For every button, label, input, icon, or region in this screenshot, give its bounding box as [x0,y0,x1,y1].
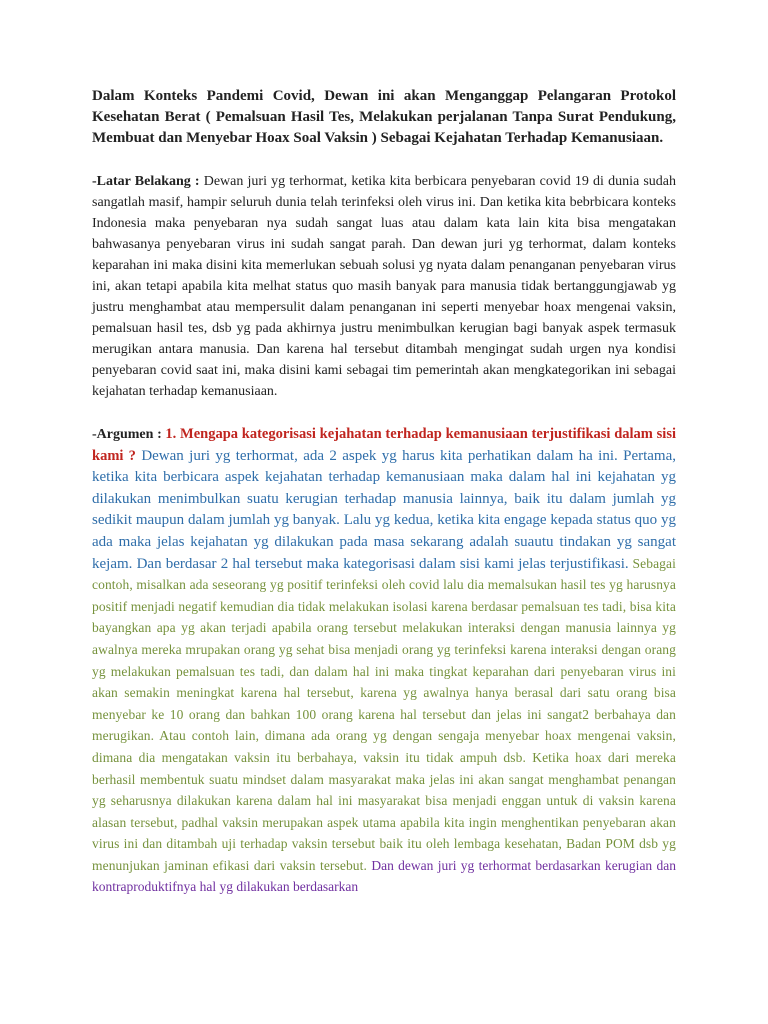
argument-blue-text: Dewan juri yg terhormat, ada 2 aspek yg harus kita perhatikan dalam ha ini. Pertama, ketika kita berbicara aspek kejahatan terhadap kemanusiaan maka dalam hal ini kejahatan yg dilakukan menimbulkan suatu kerugian terhadap manusia lainnya, baik itu dalam jumlah yg sedikit maupun dalam jumlah yg banyak. Lalu yg kedua, ketika kita engage kepada status quo yg ada maka jelas kejahatan yg dilakukan pada masa sekarang adalah suautu tindakan yg sangat kejam. Dan berdasar 2 hal tersebut maka kategorisasi dalam sisi kami jelas terjustifikasi. [92,447,677,572]
document-page [92,86,676,899]
spacer [92,402,676,424]
argument-paragraph [92,424,676,899]
argument-question: 1. Mengapa kategorisasi kejahatan terhadap kemanusiaan terjustifikasi dalam sisi kami ? [92,426,676,464]
spacer [92,149,676,171]
argument-label: -Argumen : [92,427,166,442]
background-paragraph [92,171,676,402]
argument-example-text: Sebagai contoh, misalkan ada seseorang yg positif terinfeksi oleh covid lalu dia memalsukan hasil tes yg harusnya positif menjadi negatif kemudian dia tidak melakukan isolasi karena berdasar pemalsuan tes tadi, bisa kita bayangkan apa yg akan terjadi apabila orang tersebut melakukan interaksi dengan manusia lainnya yg awalnya mereka mrupakan orang yg sehat bisa menjadi orang yg terinfeksi karena interaksi dengan orang yg melakukan pemalsuan tes tadi, dan dalam hal ini maka tingkat keparahan dari penyebaran virus ini akan semakin meningkat karena hal tersebut, karena yg awalnya hanya berasal dari satu orang bisa menyebar ke 10 orang dan bahkan 100 orang karena hal tersebut dan jelas ini sangat2 berbahaya dan merugikan. Atau contoh lain, dimana ada orang yg dengan sengaja menyebar hoax mengenai vaksin, dimana dia mengatakan vaksin itu berbahaya, vaksin itu tidak ampuh dsb. Ketika hoax dari mereka berhasil membentuk suatu mindset dalam masyarakat maka jelas ini akan sangat menghambat penangan yg seharusnya dilakukan karena dalam hal ini masyarakat bisa menjadi enggan untuk di vaksin karena alasan tersebut, padhal vaksin merupakan aspek utama apabila kita ingin menghentikan penyebaran akan virus ini dan ditambah uji terhadap vaksin tersebut baik itu oleh lembaga kesehatan, Badan POM dsb yg menunjukan jaminan efikasi dari vaksin tersebut. [92,555,676,873]
document-title: Dalam Konteks Pandemi Covid, Dewan ini akan Menganggap Pelangaran Protokol Kesehatan Berat ( Pemalsuan Hasil Tes, Melakukan perjalanan Tanpa Surat Pendukung, Membuat dan Menyebar Hoax Soal Vaksin ) Sebagai Kejahatan Terhadap Kemanusiaan. [92,88,676,146]
background-label: -Latar Belakang : [92,174,200,189]
background-text: Dewan juri yg terhormat, ketika kita berbicara penyebaran covid 19 di dunia sudah sangatlah masif, hampir seluruh dunia telah terinfeksi oleh virus ini. Dan ketika kita bebrbicara konteks Indonesia maka penyebaran nya sudah sangat luas atau dalam kata lain kita bisa mengatakan bahwasanya penyebaran virus ini sudah sangat parah. Dan dewan juri yg terhormat, dalam konteks keparahan ini maka disini kita memerlukan sebuah solusi yg nyata dalam penanganan penyebaran virus ini, akan tetapi apabila kita melhat status quo masih banyak para manusia tidak bertanggungjawab yg justru menghambat atau mempersulit dalam penanganan ini seperti menyebar hoax mengenai vaksin, pemalsuan hasil tes, dsb yg pada akhirnya justru menimbulkan kerugian bagi banyak aspek termasuk merugikan antara manusia. Dan karena hal tersebut ditambah mengingat sudah urgen nya kondisi penyebaran covid saat ini, maka disini kami sebagai tim pemerintah akan mengkategorikan ini sebagai kejahatan terhadap kemanusiaan. [92,174,676,399]
argument-conclusion-text: Dan dewan juri yg terhormat berdasarkan kerugian dan kontraproduktifnya hal yg dilakukan berdasarkan [92,857,676,895]
